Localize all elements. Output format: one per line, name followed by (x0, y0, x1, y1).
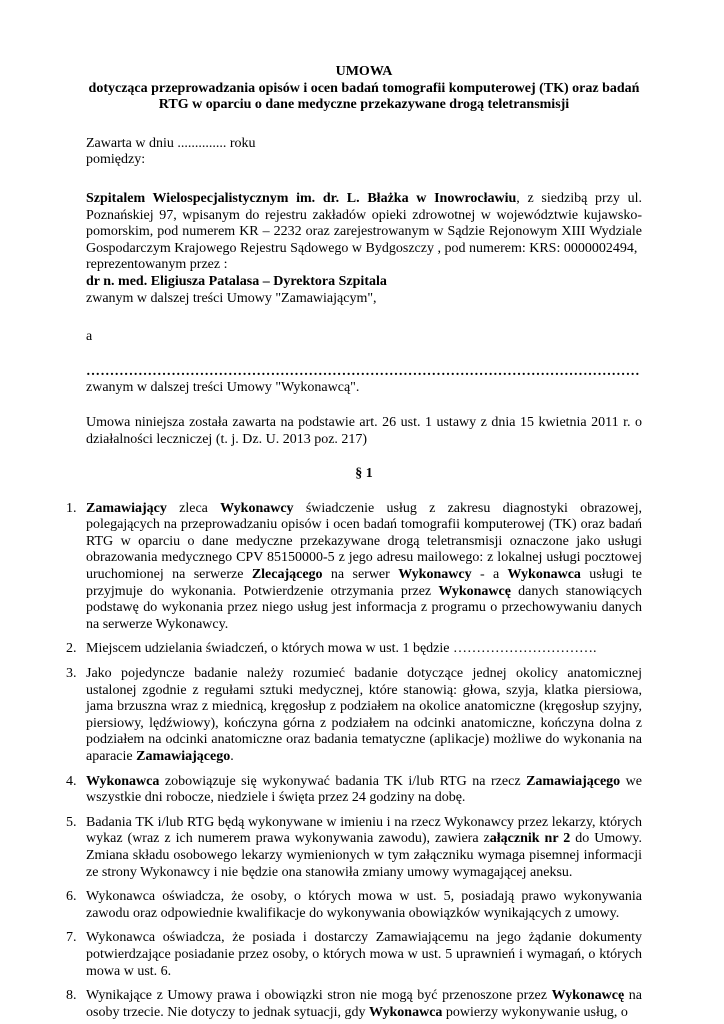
clause-text: świadczenie usług z zakresu diagnostyki obrazowej, polegających na przeprowadzaniu opisów i ocen badań tomografii komputerowej (TK) oraz badań RTG w oparciu o dane medyczne przekazywane drogą teletransmisji oznaczone jako usługi obrazowania medycznego CPV 85150000-5 z jego adresu mailowego: z lokalnej usługi pocztowej uruchomionej na serwerze (86, 500, 642, 583)
clause-number: 6. (66, 889, 77, 905)
representative-name: dr n. med. Eligiusza Patalasa – Dyrektora Szpitala (86, 273, 387, 289)
party-b-called: zwanym w dalszej treści Umowy "Wykonawcą". (86, 380, 360, 396)
clause-text: Wynikające z Umowy prawa i obowiązki stron nie mogą być przenoszone przez (86, 988, 552, 1004)
clause-number: 2. (66, 641, 77, 657)
clause-emphasis: Wykonawca (507, 567, 581, 583)
clause-text: danych stanowiących podstawę do wykonania przez niego usług jest informacja z programu o przechowywaniu danych na serwerze Wykonawcy. (86, 583, 643, 632)
clause-emphasis: Wykonawcę (438, 583, 511, 599)
clause-emphasis: Wykonawcę (551, 988, 625, 1004)
document-subtitle-line-2: RTG w oparciu o dane medyczne przekazywane drogą teletransmisji (158, 97, 570, 113)
clause-text: Jako pojedyncze badanie należy rozumieć badanie dotyczące jednej okolicy anatomicznej ustalonej zgodnie z regułami sztuki medycznej, które stanowią: głowa, szyja, klatka piersiowa, jama brzuszna wraz z miednicą, kręgosłup z podziałem na okolice anatomiczne (kręgosłup szyjny, piersiowy, lędźwiowy), kończyna górna z podziałem na odcinki anatomiczne, kończyna dolna z podziałem na odcinki anatomiczne oraz badania tematyczne (aplikacje) możliwe do wykonania na aparacie (86, 666, 642, 764)
clause-item (66, 930, 642, 980)
document-subtitle-line-1: dotycząca przeprowadzania opisów i ocen badań tomografii komputerowej (TK) oraz badań (88, 80, 640, 96)
clause-item (66, 500, 643, 634)
clause-text: Wykonawca oświadcza, że osoby, o których mowa w ust. 5, posiadają prawo wykonywania zawodu oraz odpowiednie kwalifikacje do wykonywania obowiązków wynikających z umowy. (86, 889, 642, 921)
party-a-name: Szpitalem Wielospecjalistycznym im. dr. L. Błażka w Inowrocławiu (86, 190, 517, 206)
clause-emphasis: Zlecającego (251, 567, 323, 583)
concluded-on: Zawarta w dniu .............. roku (86, 135, 256, 151)
clause-number: 5. (66, 814, 77, 830)
clause-text: zleca (166, 500, 221, 516)
clause-emphasis: ałącznik nr 2 (489, 831, 571, 847)
clause-text: zobowiązuje się wykonywać badania TK i/lub RTG na rzecz (159, 773, 527, 789)
between-label: pomiędzy: (86, 152, 146, 168)
party-a-called: zwanym w dalszej treści Umowy "Zamawiającym", (86, 290, 377, 306)
clause-item (66, 641, 642, 658)
clause-item (66, 988, 642, 1021)
clause-text: Wykonawca oświadcza, że posiada i dostarczy Zamawiającemu na jego żądanie dokumenty potwierdzające posiadanie przez osoby, o których mowa w ust. 5 uprawnień i wymagań, o których mowa w ust. 6. (86, 930, 642, 979)
party-a-represented-by: reprezentowanym przez : (86, 257, 228, 273)
clause-text: do Umowy. Zmiana składu osobowego lekarzy wymienionych w tym załączniku wymaga pisemnej informacji ze strony Wykonawcy i nie będzie ona stanowiła zmiany umowy wymagającej aneksu. (86, 831, 642, 880)
clause-number: 1. (66, 500, 77, 516)
party-a-representative (86, 274, 642, 291)
clause-text: na osoby trzecie. Nie dotyczy to jednak sytuacji, gdy (86, 988, 642, 1020)
clause-text: Badania TK i/lub RTG będą wykonywane w imieniu i na rzecz Wykonawcy przez lekarzy, których wykaz (wraz z ich numerem prawa wykonywania zawodu), zawiera z (86, 814, 642, 847)
clause-number: 3. (66, 666, 77, 682)
clause-number: 4. (66, 773, 77, 789)
legal-basis: Umowa niniejsza została zawarta na podstawie art. 26 ust. 1 ustawy z dnia 15 kwietnia 2011 r. o działalności leczniczej (t. j. Dz. U. 2013 poz. 217) (86, 414, 642, 447)
clause-text: usługi te przyjmuje do wykonania. Potwierdzenie otrzymania przez (86, 567, 642, 599)
clause-number: 8. (66, 988, 77, 1004)
clause-emphasis: Wykonawca (86, 773, 160, 789)
clause-list (66, 500, 643, 1022)
clause-text: powierzy wykonywanie usług, o (442, 1004, 628, 1020)
clause-text: - a (471, 567, 508, 583)
clause-emphasis: Zamawiającego (136, 749, 231, 764)
clause-emphasis: Wykonawcy (220, 500, 294, 516)
clause-emphasis: Zamawiający (86, 500, 167, 516)
and-conjunction: a (86, 329, 93, 345)
clause-emphasis: Zamawiającego (526, 773, 621, 789)
party-a-details: , z siedzibą przy ul. Poznańskiej 97, wpisanym do rejestru zakładów opieki zdrowotnej w województwie kujawsko-pomorskim, pod numerem KR – 2232 oraz zarejestrowanym w Sądzie Rejonowym XIII Wydziale Gospodarczym Krajowego Rejestru Sądowego w Bydgoszczy , pod numerem: KRS: 0000002494, (86, 190, 642, 256)
clause-text: na serwer (322, 567, 399, 583)
party-b-placeholder: ……………………………………………………………………………………………………… (86, 363, 640, 379)
clause-text: we wszystkie dni robocze, niedziele i święta przez 24 godziny na dobę. (86, 773, 643, 806)
clause-item (66, 814, 642, 881)
clause-emphasis: Wykonawca (369, 1004, 443, 1020)
clause-item (66, 773, 643, 807)
clause-item (66, 889, 642, 922)
clause-text: . (230, 749, 234, 764)
clause-text: Miejscem udzielania świadczeń, o których mowa w ust. 1 będzie …………………………. (86, 641, 597, 657)
clause-number: 7. (66, 930, 77, 946)
document-title: UMOWA (335, 64, 393, 79)
clause-emphasis: Wykonawcy (398, 567, 472, 583)
party-a-description (86, 191, 642, 257)
clause-item (66, 666, 642, 766)
section-heading: § 1 (355, 466, 373, 482)
document-title-block (86, 64, 642, 114)
